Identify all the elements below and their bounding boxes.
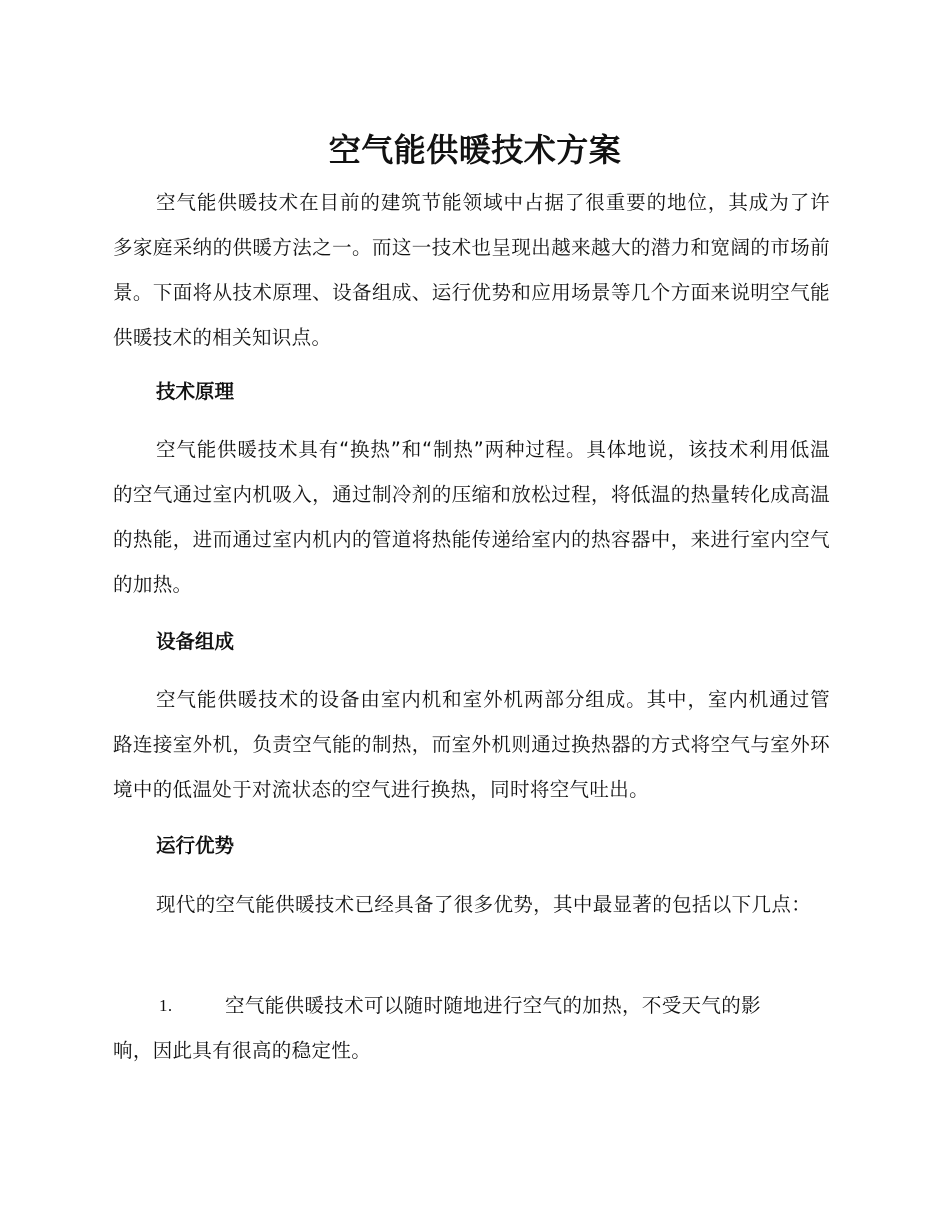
list-item-number: 1. (159, 996, 173, 1015)
section-heading-advantages: 运行优势 (156, 834, 235, 857)
list-item-text-line2: 响，因此具有很高的稳定性。 (113, 1039, 372, 1062)
list-item-text-line1: 空气能供暖技术可以随时随地进行空气的加热，不受天气的影 (225, 994, 761, 1017)
intro-paragraph: 空气能供暖技术在目前的建筑节能领域中占据了很重要的地位，其成为了许多家庭采纳的供暖方法之一。而这一技术也呈现出越来越大的潜力和宽阔的市场前景。下面将从技术原理、设备组成、运行优势和应用场景等几个方面来说明空气能供暖技术的相关知识点。 (113, 191, 830, 349)
section-body-advantages: 现代的空气能供暖技术已经具备了很多优势，其中最显著的包括以下几点： (156, 893, 812, 916)
list-item (113, 983, 830, 1073)
section-body-principle: 空气能供暖技术具有“换热”和“制热”两种过程。具体地说，该技术利用低温的空气通过室内机吸入，通过制冷剂的压缩和放松过程，将低温的热量转化成高温的热能，进而通过室内机内的管道将热能传递给室内的热容器中，来进行室内空气的加热。 (113, 438, 830, 596)
section-heading-principle: 技术原理 (156, 380, 235, 403)
document-title: 空气能供暖技术方案 (328, 131, 622, 169)
section-body-equipment: 空气能供暖技术的设备由室内机和室外机两部分组成。其中，室内机通过管路连接室外机，负责空气能的制热，而室外机则通过换热器的方式将空气与室外环境中的低温处于对流状态的空气进行换热，同时将空气吐出。 (113, 688, 830, 801)
section-heading-equipment: 设备组成 (156, 630, 235, 653)
